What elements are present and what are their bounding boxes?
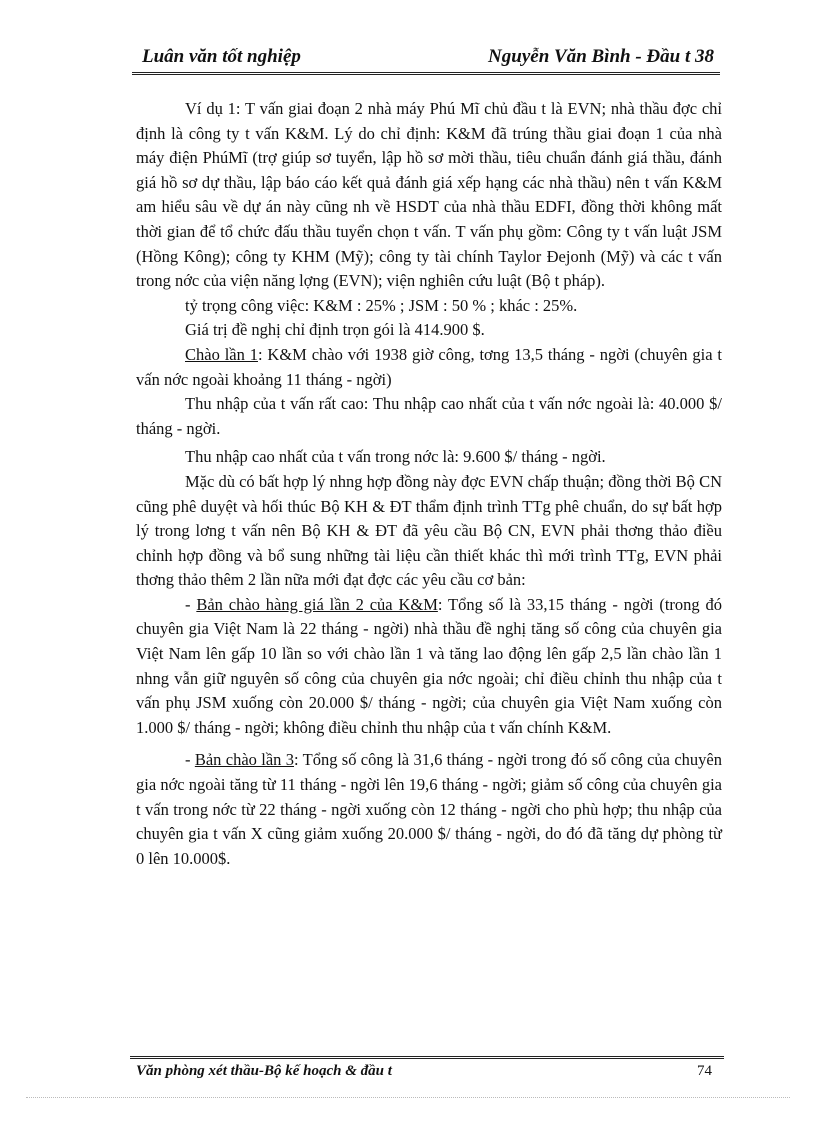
page-content: [136, 97, 722, 871]
paragraph-work-share: tỷ trọng công việc: K&M : 25% ; JSM : 50 % ; khác : 25%.: [185, 295, 578, 315]
offer-3-dash: -: [185, 750, 195, 770]
header-thesis-title: Luân văn tốt nghiệp: [142, 46, 301, 67]
offer-2-label: Bản chào hàng giá lần 2 của K&M: [196, 594, 438, 614]
paragraph-offer-2: [136, 593, 722, 741]
offer-2-text: : Tổng số là 33,15 tháng - ngời (trong đó chuyên gia Việt Nam là 22 tháng - ngời) nhà thầu đề nghị tăng số công của chuyên gia Việt Nam lên gấp 10 lần so với chào lần 1 và tăng lao động lên gấp 2,5 lần chào lần 1 nhng vẫn giữ nguyên số công của chuyên gia nớc ngoài; chỉ điều chỉnh thu nhập của t vấn phụ JSM xuống còn 20.000 $/ tháng - ngời; của chuyên gia Việt Nam xuống còn 1.000 $/ tháng - ngời; không điều chỉnh thu nhập của t vấn chính K&M.: [136, 594, 722, 737]
offer-2-dash: -: [185, 594, 197, 614]
paragraph-offer-3: [136, 748, 722, 871]
paragraph-offer-1: [136, 343, 722, 392]
offer-1-label: Chào lần 1: [185, 344, 258, 364]
page-header: [132, 44, 720, 75]
paragraph-example: Ví dụ 1: T vấn giai đoạn 2 nhà máy Phú Mĩ chủ đầu t là EVN; nhà thầu đợc chỉ định là công ty t vấn K&M. Lý do chỉ định: K&M đã trúng thầu giai đoạn 1 của nhà máy điện PhúMĩ (trợ giúp sơ tuyển, lập hồ sơ mời thầu, tiêu chuẩn đánh giá thầu, đánh giá hồ sơ dự thầu, lập báo cáo kết quả đánh giá xếp hạng các nhà thầu) nên t vấn K&M am hiểu sâu về dự án này cũng nh về HSDT của nhà thầu EDFI, đồng thời không mất thời gian để tổ chức đấu thầu tuyển chọn t vấn. T vấn phụ gồm: Công ty t vấn luật JSM (Hồng Kông); công ty KHM (Mỹ); công ty tài chính Taylor Đejonh (Mỹ) và các t vấn trong nớc của viện năng lợng (EVN); viện nghiên cứu luật (Bộ t pháp).: [136, 99, 722, 291]
paragraph-proposed-value: Giá trị đề nghị chỉ định trọn gói là 414.900 $.: [185, 320, 485, 340]
footer-office: Văn phòng xét thầu-Bộ kế hoạch & đầu t: [136, 1063, 392, 1079]
offer-1-text: : K&M chào với 1938 giờ công, tơng 13,5 tháng - ngời (chuyên gia t vấn nớc ngoài khoảng 11 tháng - ngời): [136, 344, 722, 389]
offer-3-text: : Tổng số công là 31,6 tháng - ngời trong đó số công của chuyên gia nớc ngoài tăng từ 11 tháng - ngời lên 19,6 tháng - ngời; giảm số công của chuyên gia t vấn trong nớc từ 22 tháng - ngời xuống còn 12 tháng - ngời cho phù hợp; thu nhập của chuyên gia t vấn X cũng giảm xuống 20.000 $/ tháng - ngời, do đó đã tăng dự phòng từ 0 lên 10.000$.: [136, 750, 722, 868]
page-footer: [130, 1056, 724, 1083]
page-number: 74: [697, 1063, 712, 1079]
page-bottom-divider: [26, 1097, 790, 1098]
paragraph-foreign-income: Thu nhập của t vấn rất cao: Thu nhập cao nhất của t vấn nớc ngoài là: 40.000 $/ tháng - ngời.: [136, 394, 722, 438]
header-author: Nguyễn Văn Bình - Đầu t 38: [488, 46, 714, 67]
paragraph-approval: Mặc dù có bất hợp lý nhng hợp đồng này đợc EVN chấp thuận; đồng thời Bộ CN cũng phê duyệt và hối thúc Bộ KH & ĐT thẩm định trình TTg phê chuẩn, do sự bất hợp lý trong lơng t vấn nên Bộ KH & ĐT đã yêu cầu Bộ CN, EVN phải thơng thảo điều chỉnh hợp đồng và bổ sung những tài liệu cần thiết khác thì mới trình TTg, EVN phải thơng thảo thêm 2 lần nữa mới đạt đợc các yêu cầu cơ bản:: [136, 471, 722, 590]
paragraph-domestic-income: Thu nhập cao nhất của t vấn trong nớc là: 9.600 $/ tháng - ngời.: [185, 447, 606, 467]
offer-3-label: Bản chào lần 3: [194, 750, 294, 770]
